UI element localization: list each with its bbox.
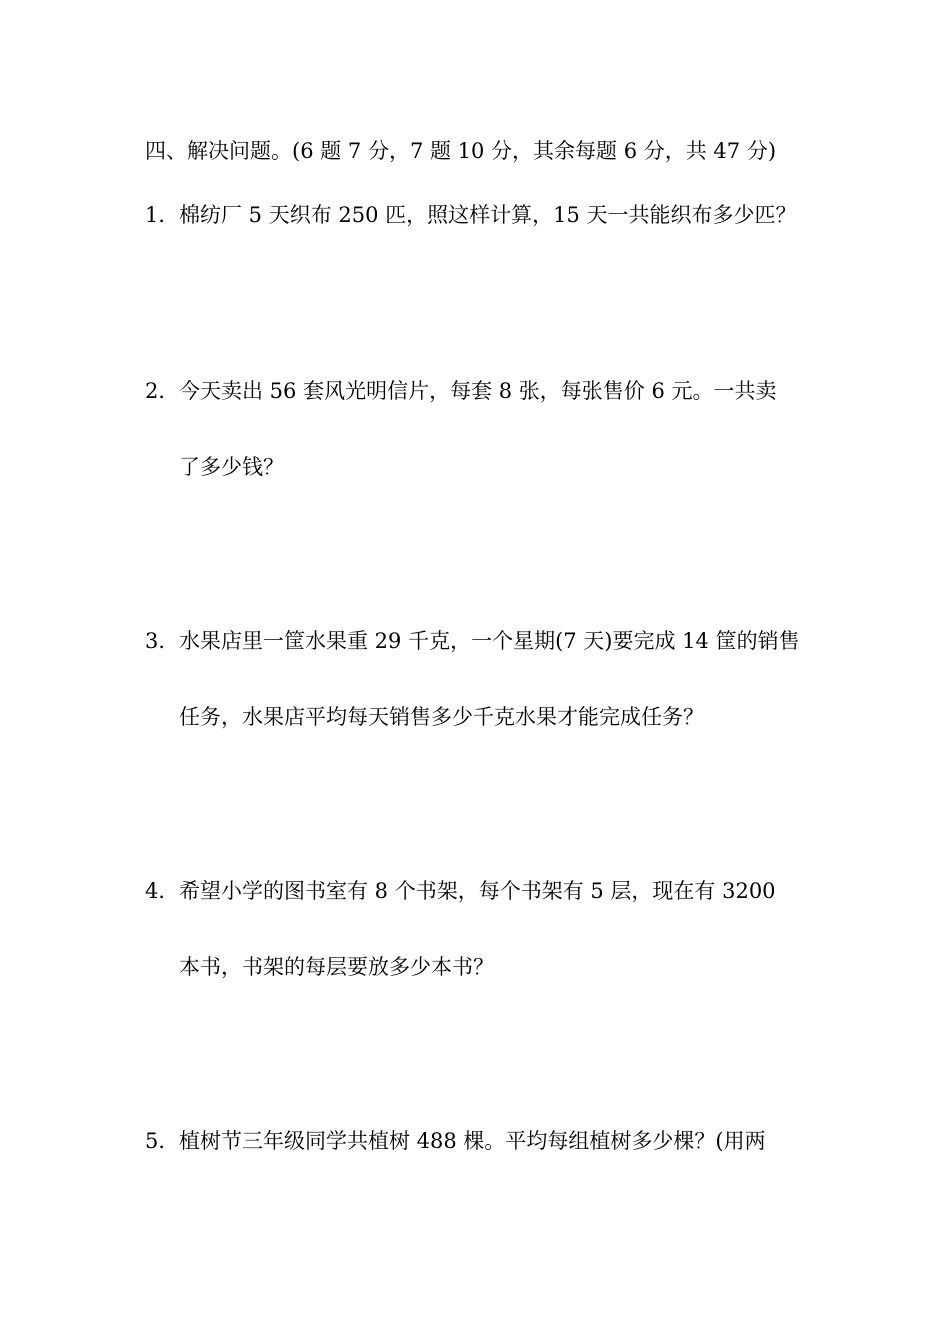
question-number: 2． xyxy=(145,379,180,403)
question-4 xyxy=(145,877,776,905)
section-heading: 四、解决问题。(6 题 7 分，7 题 10 分，其余每题 6 分，共 47 分) xyxy=(145,139,777,163)
question-3 xyxy=(145,627,800,655)
question-number: 4． xyxy=(145,879,180,903)
question-3-continuation: 任务，水果店平均每天销售多少千克水果才能完成任务？ xyxy=(179,705,704,729)
question-text: 希望小学的图书室有 8 个书架，每个书架有 5 层，现在有 3200 xyxy=(179,879,776,903)
question-text: 水果店里一筐水果重 29 千克，一个星期(7 天)要完成 14 筐的销售 xyxy=(179,629,800,653)
question-2 xyxy=(145,377,777,405)
question-1 xyxy=(145,201,797,229)
question-text: 棉纺厂 5 天织布 250 匹，照这样计算，15 天一共能织布多少匹？ xyxy=(179,203,797,227)
question-number: 3． xyxy=(145,629,180,653)
question-number: 1． xyxy=(145,203,180,227)
question-5 xyxy=(145,1127,766,1155)
question-text: 植树节三年级同学共植树 488 棵。平均每组植树多少棵？(用两 xyxy=(179,1129,766,1153)
question-text: 今天卖出 56 套风光明信片，每套 8 张，每张售价 6 元。一共卖 xyxy=(179,379,777,403)
question-2-continuation: 了多少钱？ xyxy=(179,455,284,479)
question-4-continuation: 本书，书架的每层要放多少本书？ xyxy=(179,955,494,979)
question-number: 5． xyxy=(145,1129,180,1153)
